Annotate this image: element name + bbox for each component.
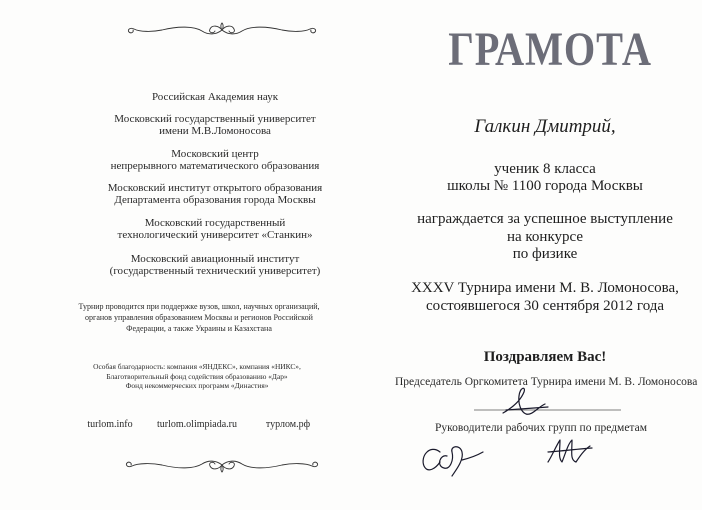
organizer-mai [95, 253, 335, 277]
award-line: на конкурсе [506, 229, 584, 245]
chair-signature [503, 388, 548, 414]
organizer-line: Департамента образования города Москвы [114, 194, 316, 206]
thanks-note-line: Фонд некоммерческих программ «Династия» [125, 381, 269, 390]
organizer-mioo [95, 182, 335, 206]
organizer-line: Российская Академия наук [151, 91, 279, 103]
organizer-line: непрерывного математического образования [110, 160, 320, 172]
thanks-note-line: Особая благодарность: компания «ЯНДЕКС», компания «НИКС», [93, 362, 301, 371]
organizer-msu [95, 113, 335, 137]
group-leaders-caption: Руководители рабочих групп по предметам [435, 422, 647, 434]
recipient-grade: ученик 8 класса [494, 161, 596, 177]
organizer-line: (государственный технический университет) [109, 265, 321, 277]
organizer-line: Московский институт открытого образования [107, 182, 323, 194]
recipient-name: Галкин Дмитрий, [474, 116, 616, 137]
chair-caption: Председатель Оргкомитета Турнира имени М. В. Ломоносова [395, 376, 698, 388]
support-note-line: Турнир проводится при поддержке вузов, школ, научных организаций, [78, 302, 320, 311]
link-turlom-olimpiada: turlom.olimpiada.ru [157, 419, 237, 430]
ornament-bottom [126, 461, 317, 472]
certificate-title: ГРАМОТА [448, 23, 652, 76]
signature-right [548, 440, 592, 462]
organizer-line: Московский государственный [144, 217, 286, 229]
support-note [59, 301, 339, 334]
organizer-line: Московский авиационный институт [130, 253, 300, 265]
organizer-line: Московский центр [171, 148, 259, 160]
recipient-school: школы № 1100 города Москвы [447, 178, 643, 194]
event-line: XXXV Турнира имени М. В. Ломоносова, [411, 280, 679, 296]
ornament-top [128, 23, 315, 34]
congrats-text: Поздравляем Вас! [483, 349, 607, 365]
link-turlom-info: turlom.info [87, 419, 133, 430]
organizer-ras [95, 91, 335, 103]
organizer-stankin [95, 217, 335, 241]
support-note-line: органов управления образованием Москвы и регионов Российской [85, 313, 313, 322]
organizer-line: Московский государственный университет [114, 113, 316, 125]
organizer-mccme [95, 148, 335, 172]
link-turlom-rf: турлом.рф [265, 419, 311, 430]
support-note-line: Федерации, а также Украины и Казахстана [126, 324, 272, 333]
award-subject: по физике [512, 246, 578, 262]
event-date: состоявшегося 30 сентября 2012 года [425, 298, 665, 314]
organizer-line: технологический университет «Станкин» [117, 229, 313, 241]
thanks-note [57, 362, 337, 391]
organizer-line: имени М.В.Ломоносова [159, 125, 271, 137]
award-line: награждается за успешное выступление [417, 211, 673, 227]
signature-left [423, 447, 483, 476]
thanks-note-line: Благотворительный фонд содействия образованию «Дар» [106, 371, 288, 381]
